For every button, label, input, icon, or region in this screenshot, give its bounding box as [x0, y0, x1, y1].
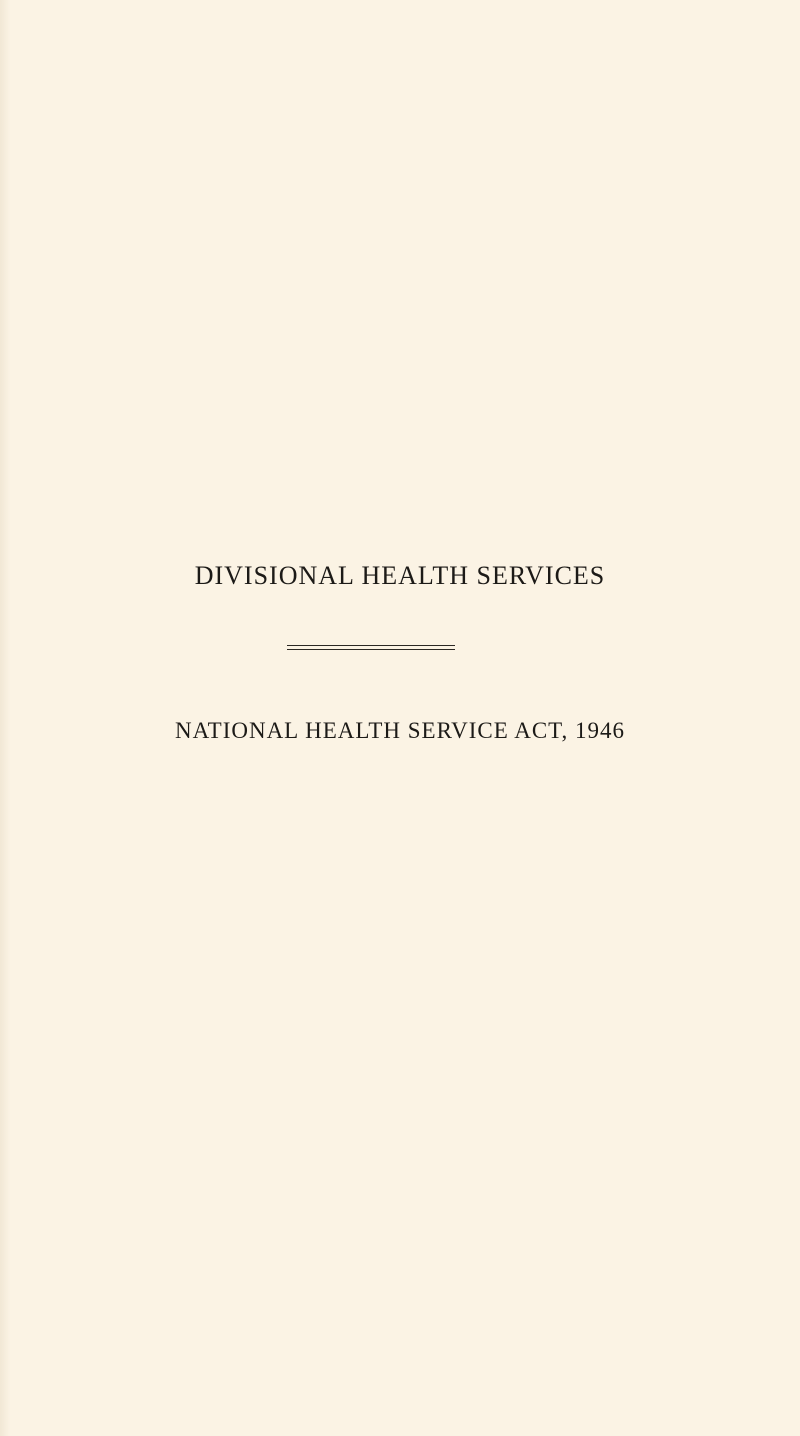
double-rule-divider: [287, 644, 455, 652]
divider-rule-bottom: [287, 649, 455, 650]
divider-rule-top: [287, 645, 455, 646]
page-title: DIVISIONAL HEALTH SERVICES: [194, 561, 606, 590]
page-subtitle: NATIONAL HEALTH SERVICE ACT, 1946: [174, 718, 626, 743]
